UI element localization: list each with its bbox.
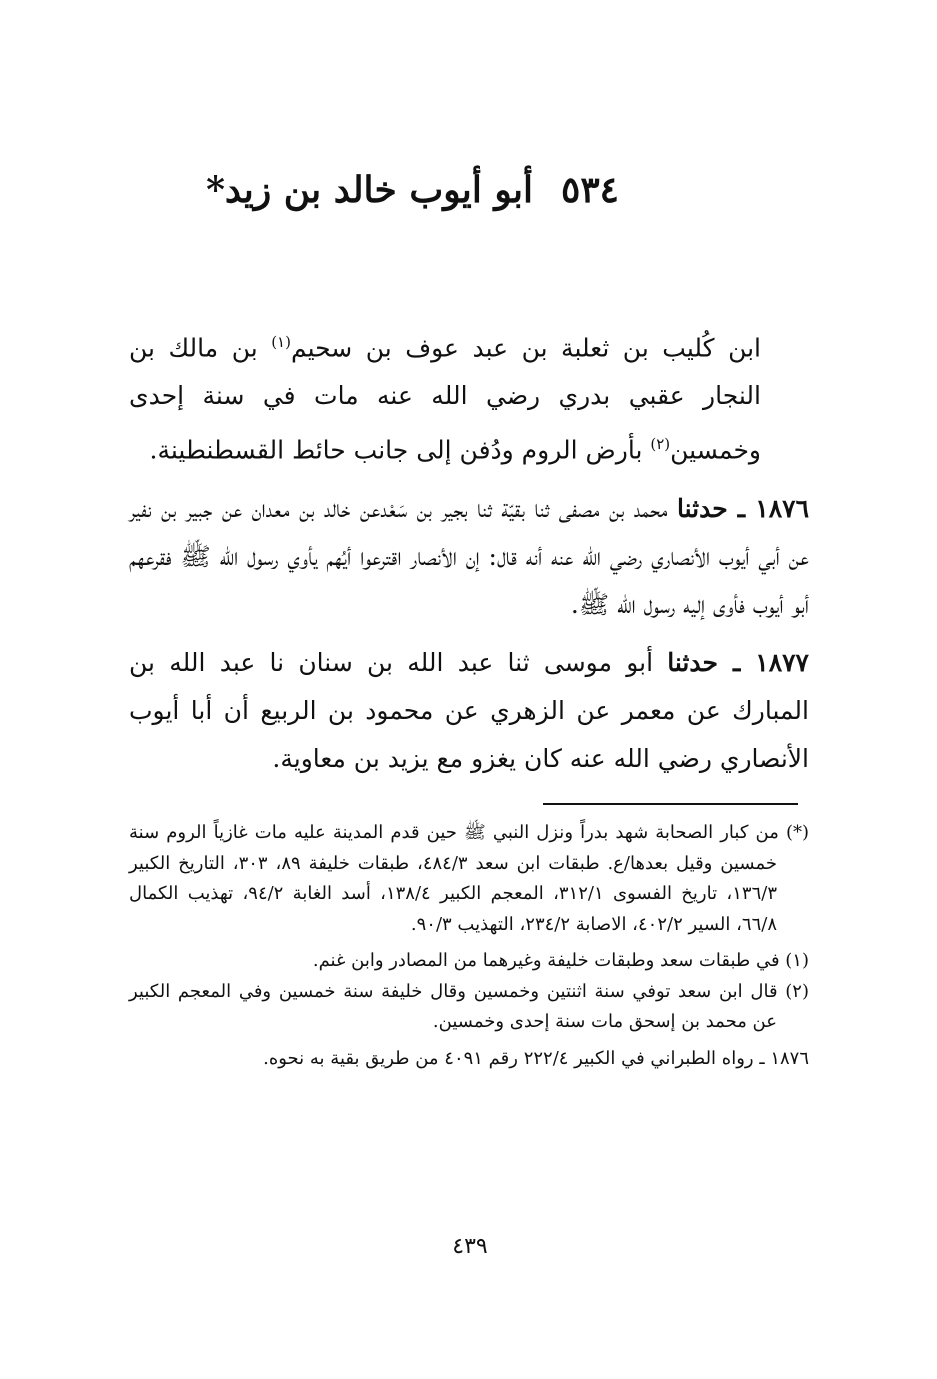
hadith-1877-lead: ١٨٧٧ ـ حدثنا xyxy=(667,647,809,677)
section-title: أبو أيوب خالد بن زيد* xyxy=(206,169,533,211)
bio-text-b: بن مالك بن النجار عقبي بدري رضي الله عنه مات في سنة إحدى وخمسين xyxy=(129,333,761,465)
footnotes xyxy=(129,818,809,1074)
hadith-1877 xyxy=(129,639,809,783)
section-heading xyxy=(206,165,619,215)
hadith-1876-text: محمد بن مصفى ثنا بقيّة ثنا بجير بن سَعْدعن خالد بن معدان عن جبير بن نفير عن أبي أيوب الأنصاري رضي الله عنه أنه قال: إن الأنصار اقترعوا أيُهم يأوي رسول الله ﷺ فقرعهم أبو أيوب فأوى إليه رسول الله ﷺ. xyxy=(129,493,809,619)
page-number: ٤٣٩ xyxy=(452,1234,488,1259)
biography-paragraph xyxy=(129,318,809,475)
footnote-star: (*) من كبار الصحابة شهد بدراً ونزل النبي ﷺ حين قدم المدينة عليه مات غازياً الروم سنة خمسين وقيل بعدها/ع. طبقات ابن سعد ٤٨٤/٣، طبقات خليفة ٨٩، ٣٠٣، التاريخ الكبير ١٣٦/٣، تاريخ الفسوى ٣١٢/١، المعجم الكبير ١٣٨/٤، أسد الغابة ٩٤/٢، تهذيب الكمال ٦٦/٨، السير ٤٠٢/٢، الاصابة ٢٣٤/٢، التهذيب ٩٠/٣. xyxy=(129,822,809,935)
footnote-1: (١) في طبقات سعد وطبقات خليفة وغيرهما من المصادر وابن غنم. xyxy=(312,950,809,971)
bio-text-a: ابن كُليب بن ثعلبة بن عبد عوف بن سحيم xyxy=(290,333,761,363)
hadith-1877-text: أبو موسى ثنا عبد الله بن سنان نا عبد الله بن المبارك عن معمر عن الزهري عن محمود بن الربيع أن أبا أيوب الأنصاري رضي الله عنه كان يغزو مع يزيد بن معاوية. xyxy=(129,647,809,773)
footnote-ref-1: (١) xyxy=(271,333,291,351)
footnote-2: (٢) قال ابن سعد توفي سنة اثنتين وخمسين وقال خليفة سنة خمسين وفي المعجم الكبير عن محمد بن إسحق مات سنة إحدى وخمسين. xyxy=(129,980,809,1032)
hadith-1876-lead: ١٨٧٦ ـ حدثنا xyxy=(676,493,809,523)
footnote-ref-2: (٢) xyxy=(650,435,671,454)
footnote-separator xyxy=(543,803,798,805)
footnote-takhrij-1876: ١٨٧٦ ـ رواه الطبراني في الكبير ٢٢٢/٤ رقم ٤٠٩١ من طريق بقية به نحوه. xyxy=(263,1047,809,1069)
hadith-1876 xyxy=(129,485,809,629)
section-number: ٥٣٤ xyxy=(560,169,619,211)
main-text xyxy=(129,318,809,793)
bio-text-c: بأرض الروم ودُفن إلى جانب حائط القسطنطينة. xyxy=(149,435,651,465)
